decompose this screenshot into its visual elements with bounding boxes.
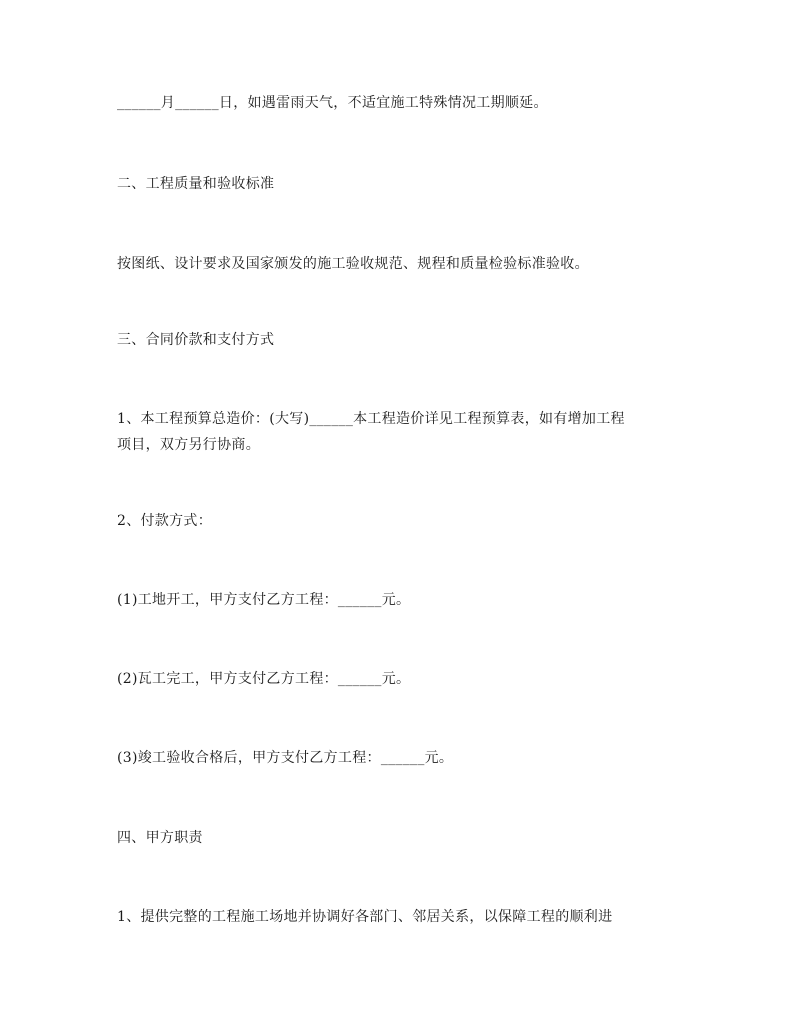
payment-method-heading: 2、付款方式：	[117, 513, 213, 529]
section-heading-quality: 二、工程质量和验收标准	[117, 176, 275, 192]
section-heading-party-a-duties: 四、甲方职责	[117, 830, 203, 846]
payment-item-3: (3)竣工验收合格后，甲方支付乙方工程：______元。	[117, 750, 454, 766]
party-a-duty-1: 1、提供完整的工程施工场地并协调好各部门、邻居关系，以保障工程的顺利进	[117, 909, 613, 925]
quality-standard-text: 按图纸、设计要求及国家颁发的施工验收规范、规程和质量检验标准验收。	[117, 256, 589, 272]
payment-item-2: (2)瓦工完工，甲方支付乙方工程：______元。	[117, 671, 411, 687]
total-budget-clause-line1: 1、本工程预算总造价：(大写)______本工程造价详见工程预算表，如有增加工程	[117, 411, 625, 427]
total-budget-clause-line2: 项目，双方另行协商。	[117, 437, 260, 453]
section-heading-price-payment: 三、合同价款和支付方式	[117, 332, 275, 348]
payment-item-1: (1)工地开工，甲方支付乙方工程：______元。	[117, 592, 411, 608]
schedule-delay-clause: ______月______日，如遇雷雨天气，不适宜施工特殊情况工期顺延。	[117, 95, 548, 111]
